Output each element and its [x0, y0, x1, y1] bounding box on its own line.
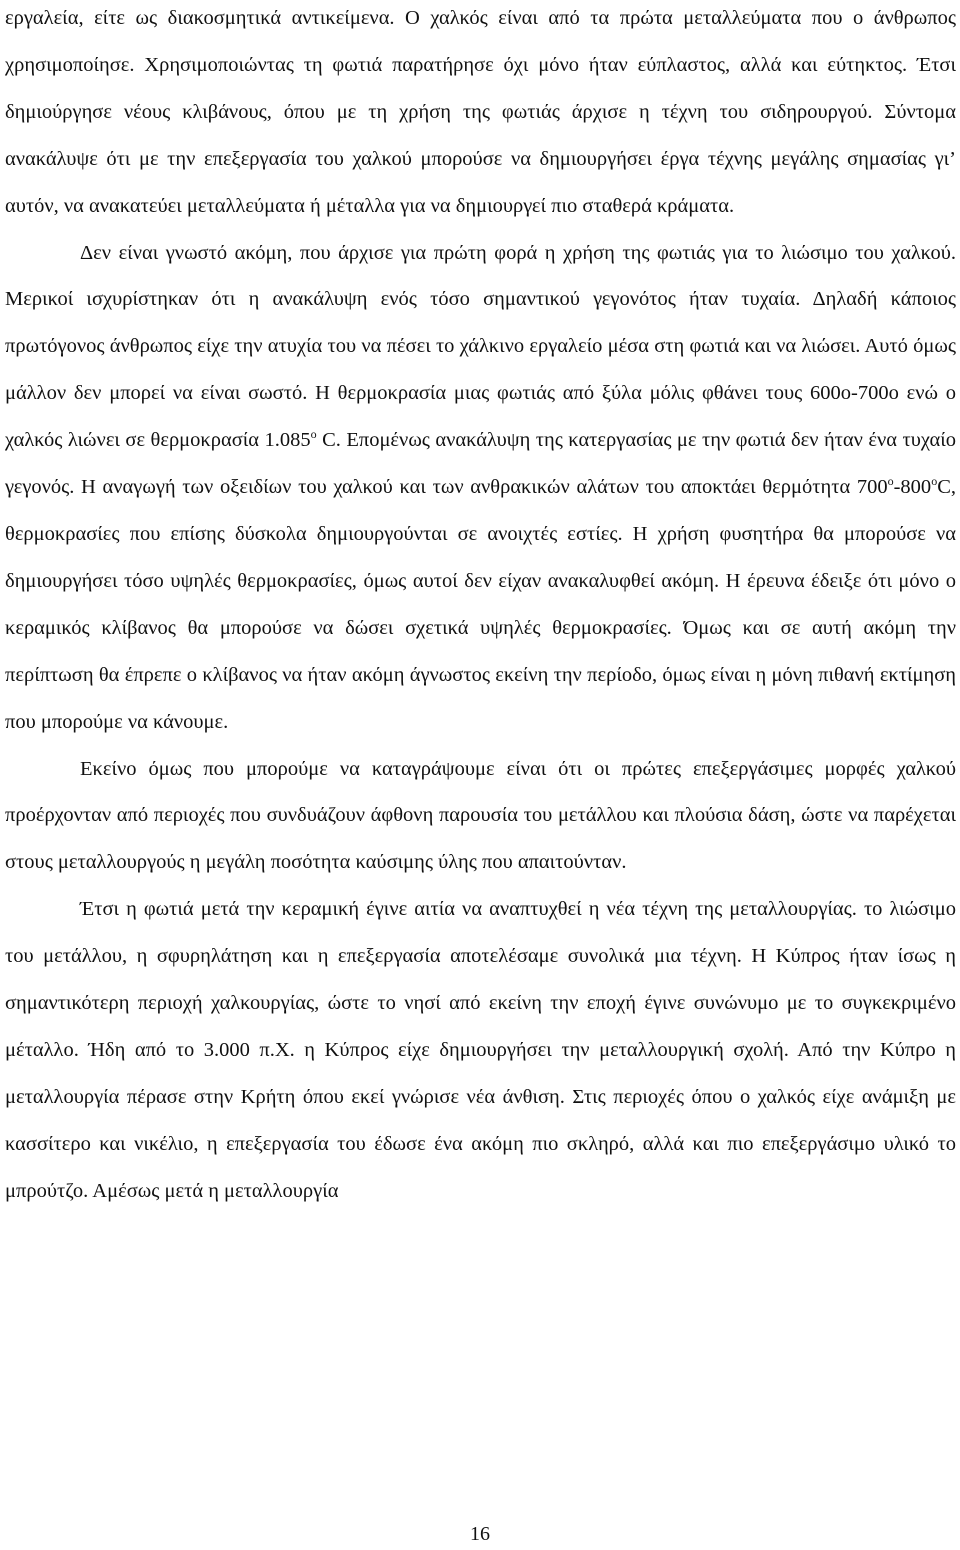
paragraph-processable-forms	[5, 746, 956, 887]
paragraph-metallurgy-cyprus	[5, 886, 956, 1214]
paragraph-text: -800	[893, 476, 932, 499]
body-text	[5, 0, 956, 1215]
paragraph-text: C. Επομένως ανακάλυψη της κατεργασίας με την φωτιά δεν ήταν ένα τυχαίο γεγονός. Η αναγωγή των οξειδίων του χαλκού και των ανθρακικών αλάτων του αποκτάει θερμότητα 700	[5, 429, 956, 499]
paragraph-text: Εκείνο όμως που μπορούμε να καταγράψουμε είναι ότι οι πρώτες επεξεργάσιμες μορφές χαλκού προέρχονταν από περιοχές που συνδυάζουν άφθονη παρουσία του μετάλλου και πλούσια δάση, ώστε να παρέχεται στους μεταλλουργούς η μεγάλη ποσότητα καύσιμης ύλης που απαιτούνταν.	[5, 757, 956, 874]
paragraph-text: C, θερμοκρασίες που επίσης δύσκολα δημιουργούνται σε ανοιχτές εστίες. Η χρήση φυσητήρα θα μπορούσε να δημιουργήσει τόσο υψηλές θερμοκρασίες, όμως αυτοί δεν είχαν ανακαλυφθεί ακόμη. Η έρευνα έδειξε ότι μόνο ο κεραμικός κλίβανος θα μπορούσε να δώσει σχετικά υψηλές θερμοκρασίες. Όμως και σε αυτή ακόμη την περίπτωση θα έπρεπε ο κλίβανος να ήταν ακόμη άγνωστος εκείνη την περίοδο, όμως είναι η μόνη πιθανή εκτίμηση που μπορούμε να κάνουμε.	[5, 476, 956, 733]
paragraph-copper-use	[5, 0, 956, 230]
degree-superscript: ο	[887, 474, 894, 489]
page-number: 16	[470, 1523, 490, 1545]
paragraph-fire-discovery	[5, 230, 956, 746]
paragraph-text: Δεν είναι γνωστό ακόμη, που άρχισε για πρώτη φορά η χρήση της φωτιάς για το λιώσιμο του χαλκού. Μερικοί ισχυρίστηκαν ότι η ανακάλυψη ενός τόσο σημαντικού γεγονότος ήταν τυχαία. Δηλαδή κάποιος πρωτόγονος άνθρωπος είχε την ατυχία του να πέσει το χάλκινο εργαλείο μέσα στη φωτιά και να λιώσει. Αυτό όμως μάλλον δεν μπορεί να είναι σωστό. Η θερμοκρασία μιας φωτιάς από ξύλα μόλις φθάνει τους 600ο-700ο ενώ ο χαλκός λιώνει σε θερμοκρασία 1.085	[5, 241, 956, 452]
paragraph-text: Έτσι η φωτιά μετά την κεραμική έγινε αιτία να αναπτυχθεί η νέα τέχνη της μεταλλουργίας. το λιώσιμο του μετάλλου, η σφυρηλάτηση και η επεξεργασία αποτελέσαμε συνολικά μια τέχνη. Η Κύπρος ήταν ίσως η σημαντικότερη περιοχή χαλκουργίας, ώστε το νησί από εκείνη την εποχή έγινε συνώνυμο με το συγκεκριμένο μέταλλο. Ήδη από το 3.000 π.Χ. η Κύπρος είχε δημιουργήσει την μεταλλουργική σχολή. Από την Κύπρο η μεταλλουργία πέρασε στην Κρήτη όπου εκεί γνώρισε νέα άνθιση. Στις περιοχές όπου ο χαλκός είχε ανάμιξη με κασσίτερο και νικέλιο, η επεξεργασία του έδωσε ένα ακόμη πιο σκληρό, αλλά και πιο επεξεργάσιμο υλικό το μπρούτζο. Αμέσως μετά η μεταλλουργία	[5, 898, 956, 1202]
degree-superscript: ο	[931, 474, 938, 489]
paragraph-text: εργαλεία, είτε ως διακοσμητικά αντικείμενα. Ο χαλκός είναι από τα πρώτα μεταλλεύματα που ο άνθρωπος χρησιμοποίησε. Χρησιμοποιώντας τη φωτιά παρατήρησε όχι μόνο ήταν εύπλαστος, αλλά και εύτηκτος. Έτσι δημιούργησε νέους κλιβάνους, όπου με τη χρήση της φωτιάς άρχισε η τέχνη του σιδηρουργού. Σύντομα ανακάλυψε ότι με την επεξεργασία του χαλκού μπορούσε να δημιουργήσει έργα τέχνης μεγάλης σημασίας γι’ αυτόν, να ανακατεύει μεταλλεύματα ή μέταλλα για να δημιουργεί πιο σταθερά κράματα.	[5, 7, 956, 217]
degree-superscript: ο	[310, 427, 317, 442]
